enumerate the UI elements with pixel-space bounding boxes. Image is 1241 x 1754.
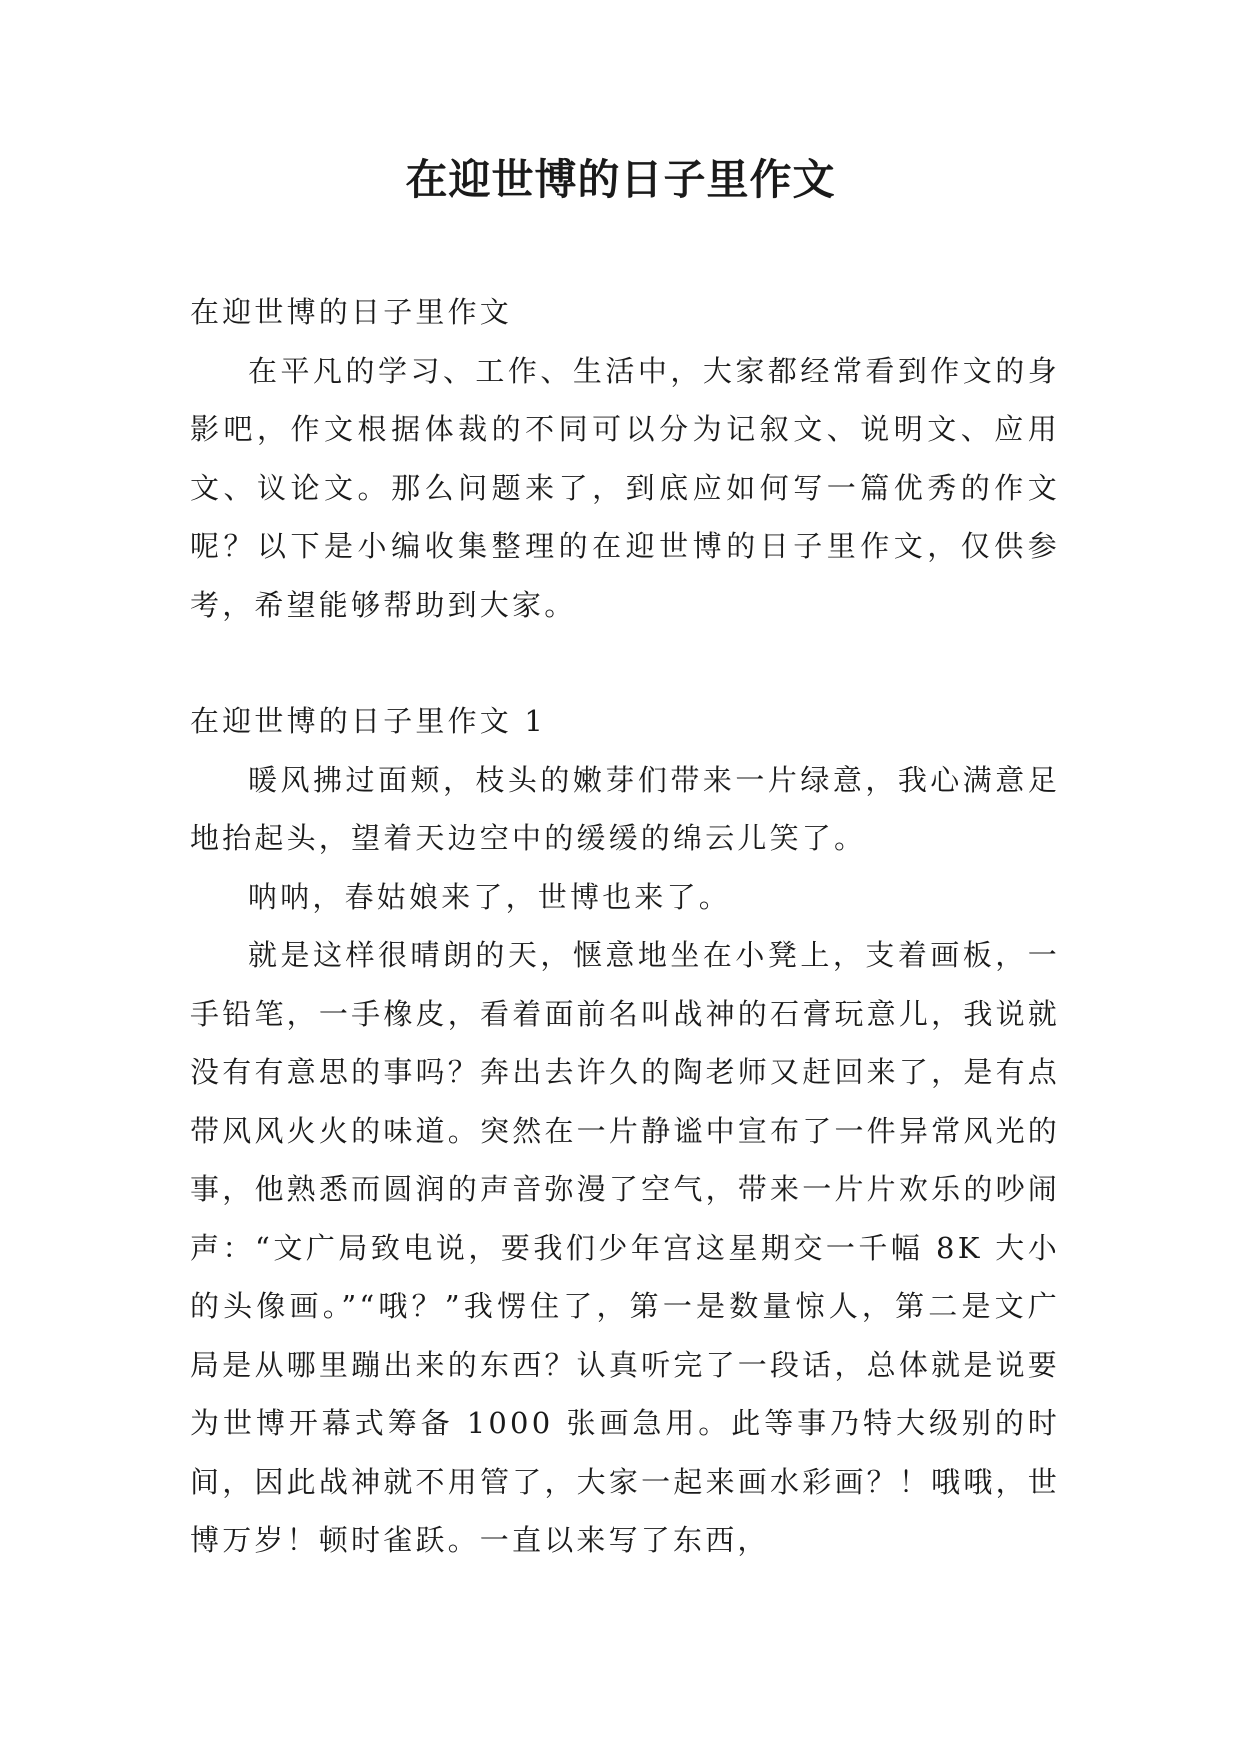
section-heading: 在迎世博的日子里作文 1 — [190, 704, 547, 738]
body-paragraph-1: 暖风拂过面颊，枝头的嫩芽们带来一片绿意，我心满意足地抬起头，望着天边空中的缓缓的绵云儿笑了。 — [190, 762, 1060, 855]
document-body — [190, 283, 1060, 1570]
section-spacer — [190, 634, 1060, 692]
body-paragraph-2: 呐呐，春姑娘来了，世博也来了。 — [248, 879, 732, 914]
body-paragraph-3: 就是这样很晴朗的天，惬意地坐在小凳上，支着画板，一手铅笔，一手橡皮，看着面前名叫战神的石膏玩意儿，我说就没有有意思的事吗？奔出去许久的陶老师又赶回来了，是有点带风风火火的味道。突然在一片静谧中宣布了一件异常风光的事，他熟悉而圆润的声音弥漫了空气，带来一片片欢乐的吵闹声：“文广局致电说，要我们少年宫这星期交一千幅 8K 大小的头像画。”“哦？”我愣住了，第一是数量惊人，第二是文广局是从哪里蹦出来的东西？认真听完了一段话，总体就是说要为世博开幕式筹备 1000 张画急用。此等事乃特大级别的时间，因此战神就不用管了，大家一起来画水彩画？！哦哦，世博万岁！顿时雀跃。一直以来写了东西， — [190, 938, 1060, 1557]
document-title: 在迎世博的日子里作文 — [405, 155, 836, 204]
intro-paragraph: 在平凡的学习、工作、生活中，大家都经常看到作文的身影吧，作文根据体裁的不同可以分为记叙文、说明文、应用文、议论文。那么问题来了，到底应如何写一篇优秀的作文呢？以下是小编收集整理的在迎世博的日子里作文，仅供参考，希望能够帮助到大家。 — [190, 353, 1060, 622]
intro-heading: 在迎世博的日子里作文 — [190, 295, 513, 329]
